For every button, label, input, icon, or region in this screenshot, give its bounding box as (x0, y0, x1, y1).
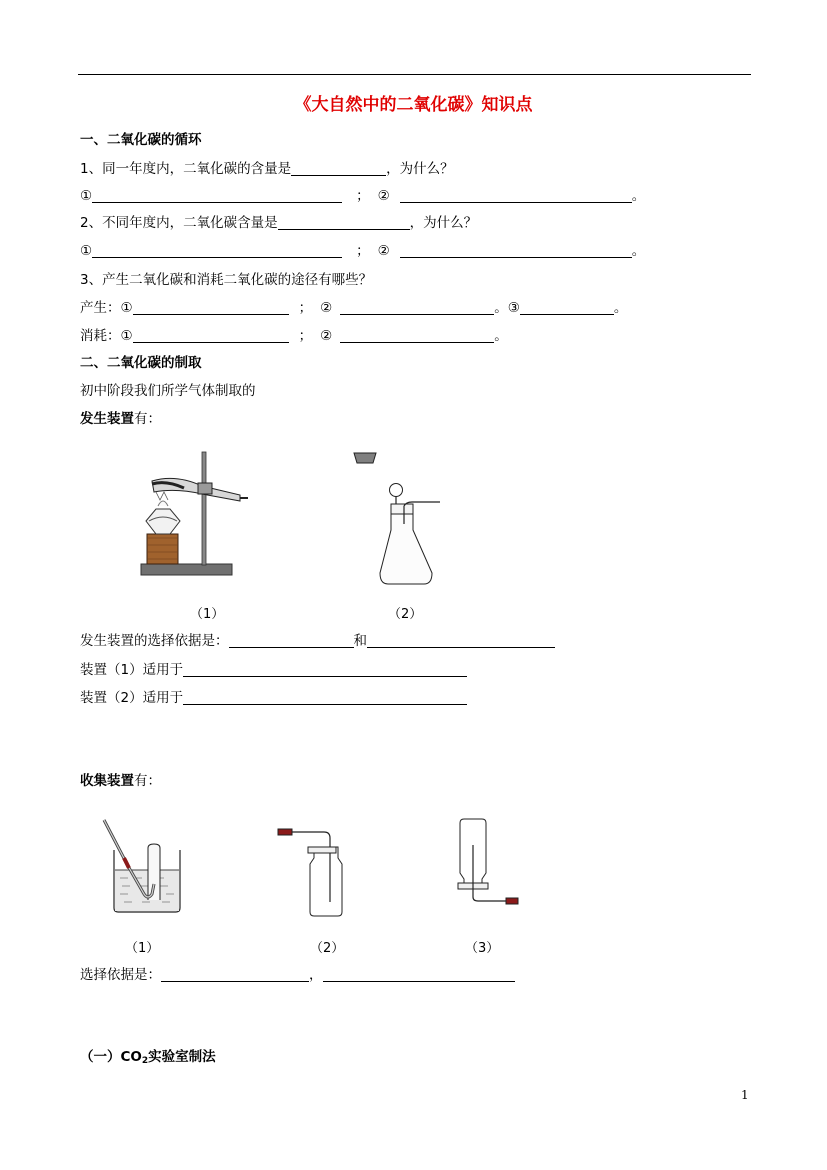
semicolon: ； (298, 300, 313, 316)
answer-blank[interactable] (92, 242, 342, 258)
flask-apparatus-illustration (350, 448, 450, 588)
and-text: 和 (353, 633, 367, 649)
collector-suffix: 有： (134, 773, 161, 789)
generator-suffix: 有： (134, 411, 161, 427)
flame (158, 501, 168, 506)
circle-one: ① (80, 188, 93, 204)
collector-caption-3: （3） (465, 941, 500, 956)
circle-three: ③ (507, 300, 520, 316)
alcohol-lamp (146, 509, 180, 534)
collector-heading (80, 771, 161, 791)
page-number: 1 (741, 1088, 749, 1102)
device-1-usage (80, 660, 467, 680)
produce-answers (80, 298, 627, 318)
co2-subscript: 2 (141, 1056, 149, 1066)
answer-blank[interactable] (323, 966, 515, 982)
answer-blank[interactable] (278, 214, 410, 230)
stopper (354, 453, 376, 463)
collector-caption-1: （1） (125, 941, 160, 956)
comma: ， (309, 967, 323, 983)
page-title: 《大自然中的二氧化碳》知识点 (294, 95, 533, 115)
answer-blank[interactable] (520, 299, 614, 315)
period: 。 (631, 243, 646, 259)
rubber-connector (124, 858, 129, 868)
co-text: CO (120, 1049, 142, 1065)
consume-answers (80, 326, 508, 346)
question-2-text: 2、不同年度内，二氧化碳含量是 (80, 215, 278, 231)
semicolon: ； (298, 328, 313, 344)
question-1-tail: ，为什么？ (386, 161, 454, 177)
produce-label: 产生：① (80, 300, 133, 316)
circle-two: ② (320, 328, 333, 344)
collector-basis (80, 965, 515, 985)
device-2-usage (80, 688, 467, 708)
upward-displacement-illustration (276, 822, 356, 918)
gas-bottle (310, 847, 342, 916)
answer-blank[interactable] (133, 327, 289, 343)
answer-blank[interactable] (400, 187, 632, 203)
device-2-label: 装置（2）适用于 (80, 690, 184, 706)
generator-caption-1: （1） (190, 607, 225, 622)
water (115, 870, 179, 911)
circle-two: ② (377, 243, 390, 259)
delivery-tube (292, 832, 330, 902)
heating-apparatus-illustration (136, 448, 256, 580)
section3-heading (80, 1047, 216, 1071)
answer-blank[interactable] (92, 187, 342, 203)
generator-basis (80, 631, 555, 651)
question-2-tail: ，为什么？ (409, 215, 478, 231)
collector-basis-label: 选择依据是： (80, 967, 161, 983)
circle-two: ② (377, 188, 390, 204)
semicolon: ； (356, 243, 370, 259)
answer-blank[interactable] (400, 242, 632, 258)
section1-heading: 一、二氧化碳的循环 (80, 132, 202, 148)
header-rule (78, 74, 751, 75)
generator-basis-label: 发生装置的选择依据是： (80, 633, 229, 649)
generator-label: 发生装置 (80, 411, 134, 427)
water-displacement-illustration (100, 812, 190, 917)
clamp-holder (198, 483, 212, 494)
generator-caption-2: （2） (388, 607, 423, 622)
question-1 (80, 159, 454, 179)
period: 。 (494, 328, 508, 344)
collector-caption-2: （2） (310, 941, 345, 956)
answer-blank[interactable] (340, 327, 494, 343)
rubber-connector (506, 898, 518, 904)
wood-block (147, 534, 178, 564)
stand-rod (202, 452, 206, 565)
section3-prefix: （一） (80, 1049, 121, 1065)
section2-intro: 初中阶段我们所学气体制取的 (80, 383, 256, 399)
section2-heading: 二、二氧化碳的制取 (80, 355, 202, 371)
stand-base (141, 564, 232, 575)
rubber-connector (278, 829, 292, 835)
semicolon: ； (356, 188, 370, 204)
period: 。 (494, 300, 508, 316)
question-3: 3、产生二氧化碳和消耗二氧化碳的途径有哪些？ (80, 272, 373, 288)
answer-blank[interactable] (183, 689, 467, 705)
funnel-bulb (390, 484, 403, 497)
question-2-answers (80, 241, 645, 261)
circle-one: ① (80, 243, 93, 259)
answer-blank[interactable] (229, 632, 354, 648)
collector-label: 收集装置 (80, 773, 134, 789)
period: 。 (613, 300, 628, 316)
consume-label: 消耗：① (80, 328, 133, 344)
delivery-tube (473, 845, 506, 901)
answer-blank[interactable] (367, 632, 555, 648)
downward-displacement-illustration (448, 815, 528, 910)
answer-blank[interactable] (133, 299, 289, 315)
answer-blank[interactable] (161, 966, 309, 982)
circle-two: ② (320, 300, 333, 316)
generator-heading (80, 409, 161, 429)
question-1-text: 1、同一年度内，二氧化碳的含量是 (80, 161, 292, 177)
section3-suffix: 实验室制法 (148, 1049, 216, 1065)
period: 。 (631, 188, 646, 204)
device-1-label: 装置（1）适用于 (80, 662, 184, 678)
answer-blank[interactable] (340, 299, 494, 315)
answer-blank[interactable] (183, 661, 467, 677)
conical-flask (380, 504, 432, 584)
question-1-answers (80, 186, 645, 206)
answer-blank[interactable] (291, 160, 386, 176)
question-2 (80, 213, 477, 233)
